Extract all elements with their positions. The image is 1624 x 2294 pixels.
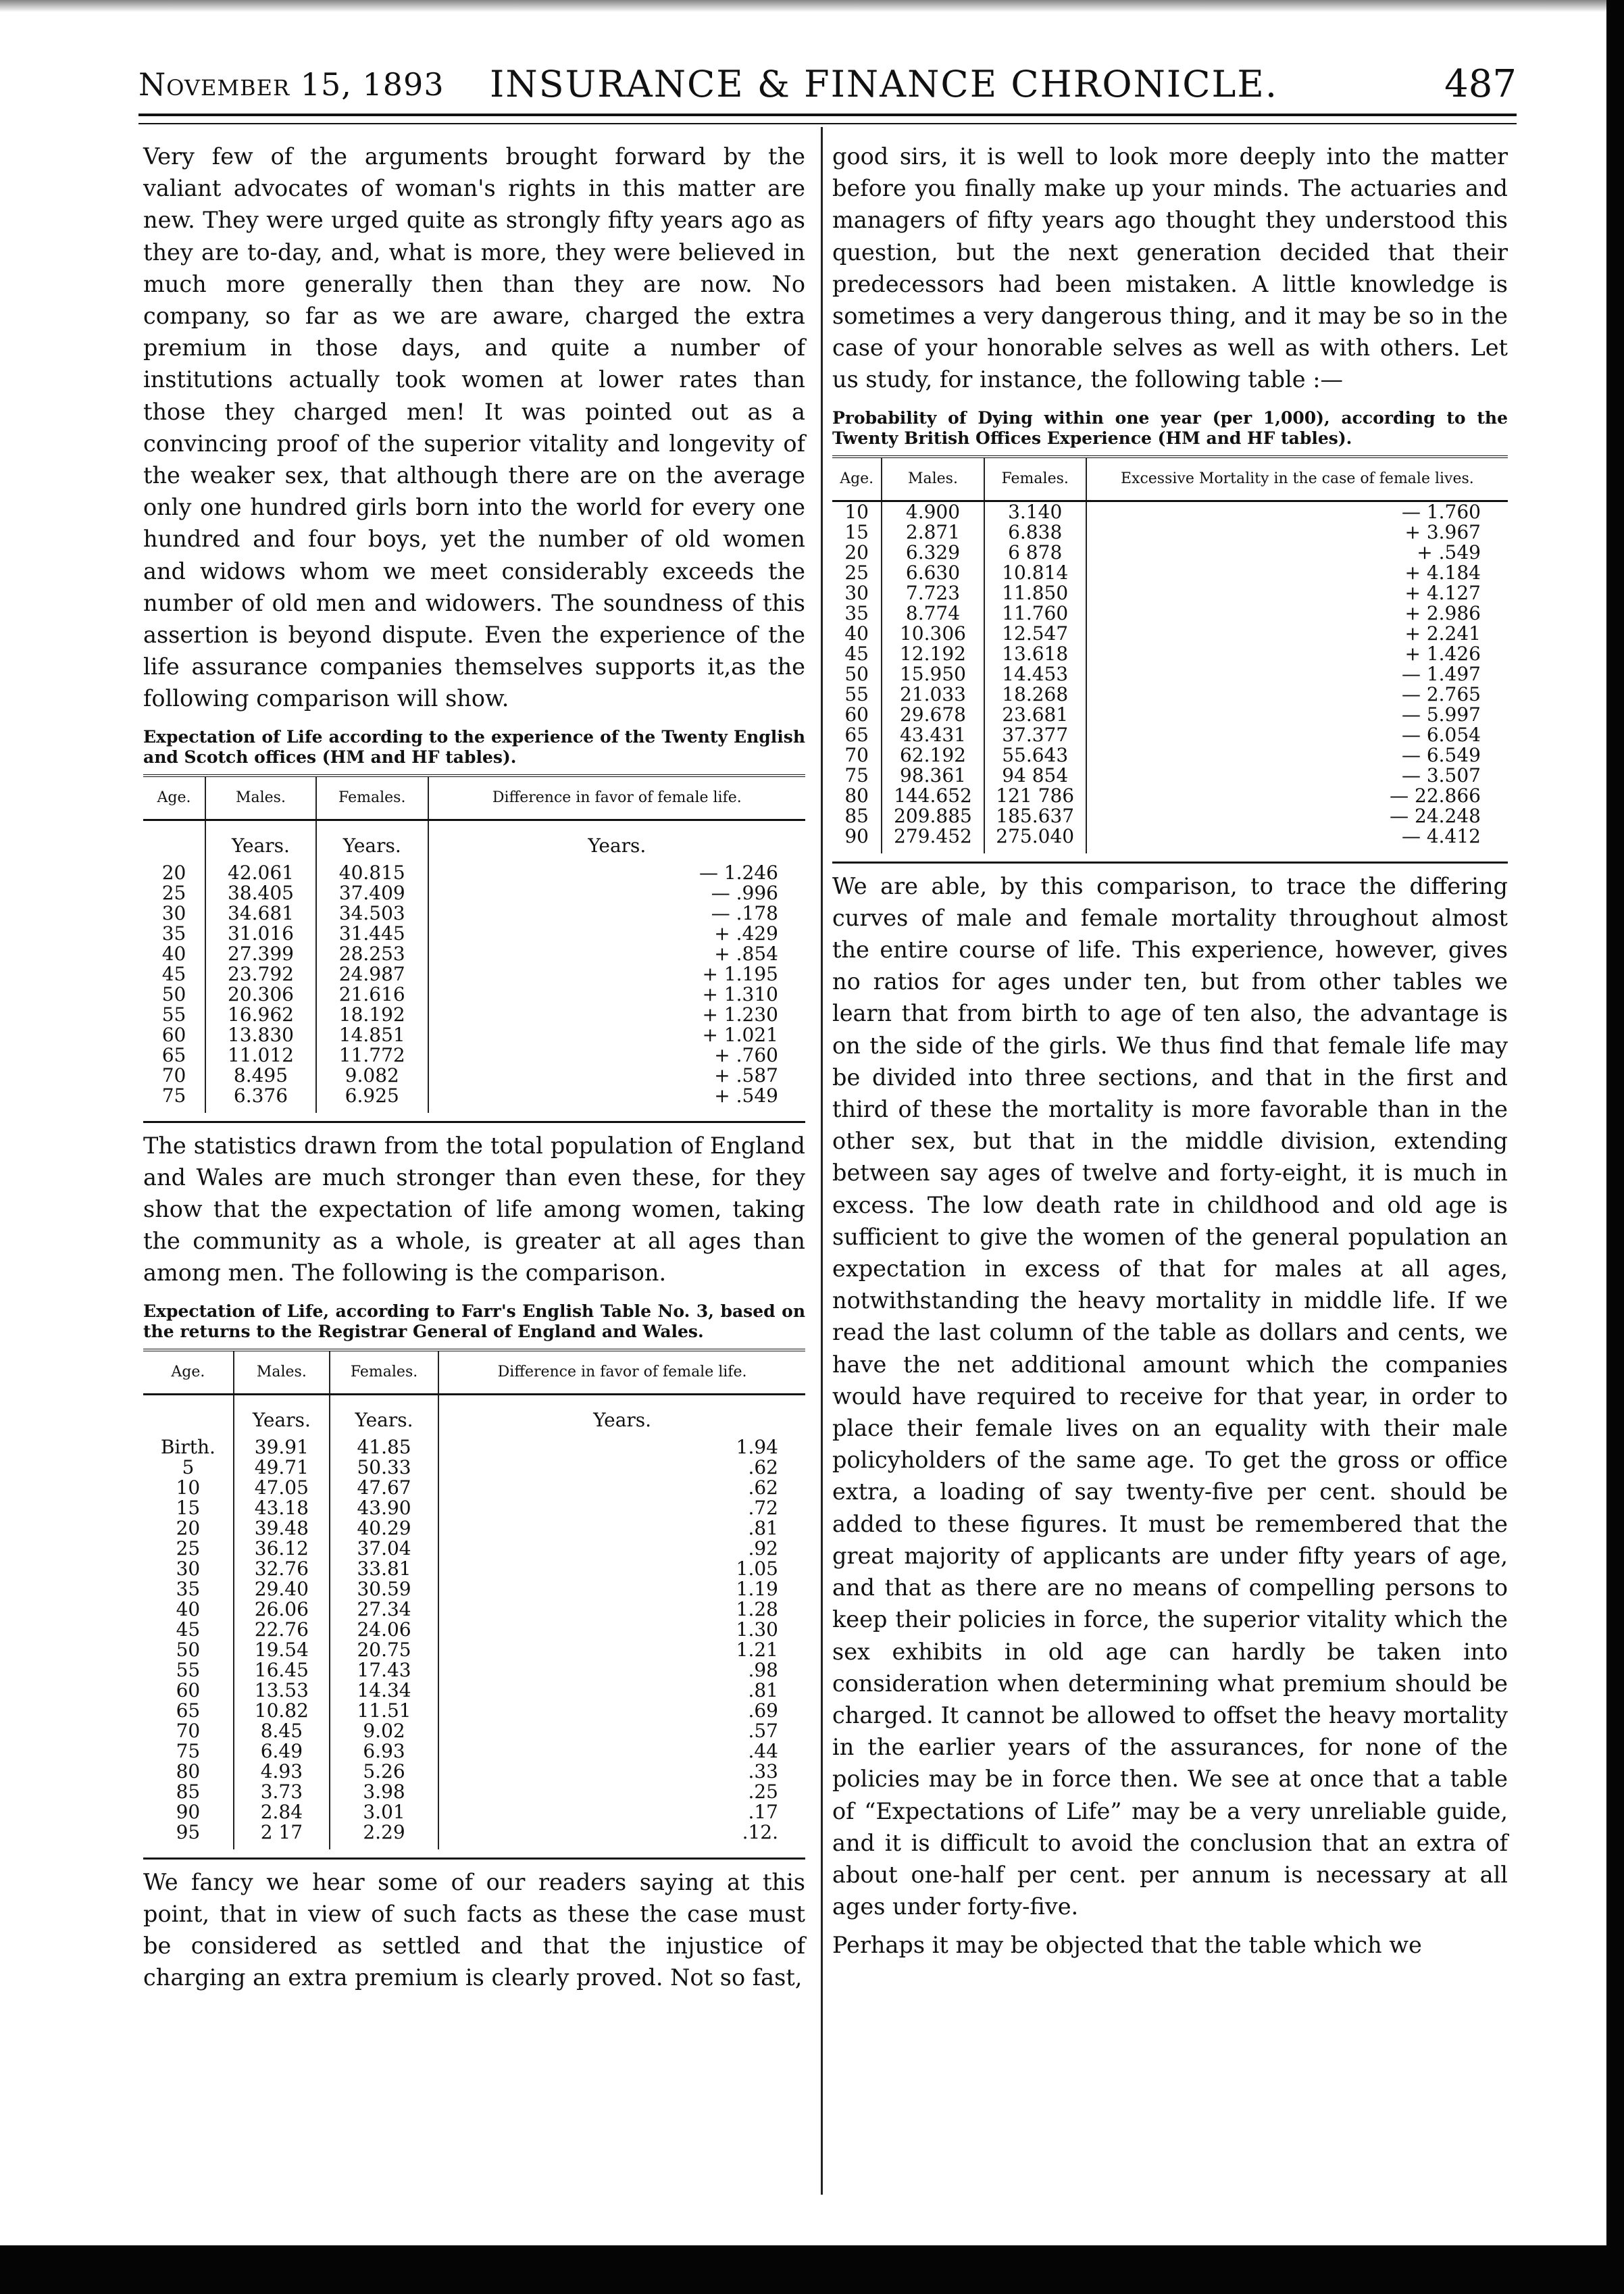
issue-date: November 15, 1893: [138, 66, 445, 103]
table-cell: + 4.184: [1086, 563, 1508, 583]
table-cell: 20: [176, 1516, 201, 1539]
table-cell: 18.192: [316, 1005, 428, 1025]
table-cell: .81: [438, 1680, 805, 1701]
table-cell: 36.12: [234, 1539, 330, 1559]
table-cell: 2 17: [234, 1822, 330, 1849]
table-cell: 21.033: [882, 684, 984, 705]
table-row: [143, 1579, 805, 1599]
table3-probability-of-dying: [832, 455, 1508, 853]
table-cell: 40.815: [316, 863, 428, 883]
table-row: [143, 1498, 805, 1518]
table-cell: 20: [161, 861, 186, 884]
table-cell: 85: [844, 804, 869, 827]
table-row: [143, 1005, 805, 1025]
scan-top-shadow: [0, 0, 1624, 12]
table-row: [143, 1802, 805, 1822]
table-cell: 2.871: [882, 522, 984, 543]
table-cell: 6.93: [330, 1741, 438, 1762]
table-cell: + 1.195: [428, 964, 805, 984]
table-cell: Birth.: [160, 1435, 215, 1458]
table-cell: 60: [176, 1678, 201, 1701]
table-cell: 21.616: [316, 984, 428, 1005]
table1-expectation-offices: [143, 774, 805, 1113]
table-cell: 28.253: [316, 944, 428, 964]
column-header: Males.: [205, 776, 316, 820]
table-cell: 14.851: [316, 1025, 428, 1045]
table-cell: 60: [161, 1023, 186, 1046]
column-divider: [821, 127, 823, 2195]
table-cell: 75: [844, 764, 869, 787]
table-cell: 4.900: [882, 501, 984, 522]
table-cell: 19.54: [234, 1640, 330, 1660]
table-cell: 40: [844, 622, 869, 645]
table-row: [143, 903, 805, 924]
table-cell: 16.45: [234, 1660, 330, 1680]
table-cell: 10: [844, 500, 869, 523]
table-cell: + 1.310: [428, 984, 805, 1005]
column-header: Females.: [316, 776, 428, 820]
table-cell: 55: [844, 682, 869, 705]
table-cell: — 3.507: [1086, 766, 1508, 786]
table-cell: — 5.997: [1086, 705, 1508, 725]
table-cell: 1.28: [438, 1599, 805, 1620]
table-cell: 80: [844, 784, 869, 807]
table-cell: 1.19: [438, 1579, 805, 1599]
table-cell: 30: [161, 901, 186, 924]
table-cell: 43.18: [234, 1498, 330, 1518]
table-cell: 9.082: [316, 1066, 428, 1086]
table-row: [832, 624, 1508, 644]
table-row: [832, 725, 1508, 745]
table-cell: 27.34: [330, 1599, 438, 1620]
table-cell: .25: [438, 1782, 805, 1802]
table-cell: 65: [844, 723, 869, 746]
scan-bottom-edge: [0, 2245, 1624, 2294]
table-cell: — 6.549: [1086, 745, 1508, 766]
table-cell: 94 854: [984, 766, 1086, 786]
table-cell: + .429: [428, 924, 805, 944]
table-cell: 55: [161, 1003, 186, 1026]
table-row: [143, 1066, 805, 1086]
table-cell: + .760: [428, 1045, 805, 1066]
left-paragraph-1: Very few of the arguments brought forward by the valiant advocates of woman's rights in this matter are new. They were urged quite as strongly fifty years ago as they are to-day, and, what is more, they were believed in much more generally then than they are now. No company, so far as we are aware, charged the extra premium in those days, and quite a number of institutions actually took women at lower rates than those they charged men! It was pointed out as a convincing proof of the superior vitality and longevity of the weaker sex, that although there are on the average only one hundred girls born into the world for every one hundred and four boys, yet the number of old women and widows whom we meet considerably exceeds the number of old men and widowers. The soundness of this assertion is beyond dispute. Even the experience of the life assurance companies themselves supports it,as the following comparison will show.: [143, 143, 805, 712]
table-cell: 6.376: [205, 1086, 316, 1113]
table-cell: 22.76: [234, 1620, 330, 1640]
table-cell: 11.760: [984, 603, 1086, 624]
unit-cell: Years.: [316, 820, 428, 863]
table-cell: 49.71: [234, 1457, 330, 1478]
table-cell: 11.772: [316, 1045, 428, 1066]
table-row: [143, 1721, 805, 1741]
table-cell: 275.040: [984, 826, 1086, 853]
table-cell: 2.29: [330, 1822, 438, 1849]
table-cell: 43.431: [882, 725, 984, 745]
table-cell: 24.987: [316, 964, 428, 984]
left-paragraph-2: The statistics drawn from the total population of England and Wales are much stronger than even these, for they show that the expectation of life among women, taking the community as a whole, is greater at all ages than among men. The following is the comparison.: [143, 1132, 805, 1287]
table-row: [143, 1701, 805, 1721]
table-cell: 23.681: [984, 705, 1086, 725]
table-cell: 40: [161, 942, 186, 965]
unit-cell: [143, 1394, 234, 1437]
table-cell: .98: [438, 1660, 805, 1680]
table-cell: 47.67: [330, 1478, 438, 1498]
table-cell: 70: [844, 743, 869, 766]
table-cell: 45: [161, 962, 186, 985]
table2-caption: Expectation of Life, according to Farr's English Table No. 3, based on the returns to the Registrar General of England and Wales.: [143, 1301, 805, 1341]
table-cell: 5.26: [330, 1762, 438, 1782]
column-header: Females.: [330, 1350, 438, 1395]
table3-end-rule: [832, 862, 1508, 864]
units-row: [143, 820, 805, 863]
table-cell: 3.73: [234, 1782, 330, 1802]
table-cell: .12.: [438, 1822, 805, 1849]
table-cell: 70: [176, 1719, 201, 1742]
table-cell: .69: [438, 1701, 805, 1721]
table-cell: 95: [176, 1820, 201, 1843]
column-header: Age.: [143, 776, 205, 820]
table-cell: .81: [438, 1518, 805, 1539]
unit-cell: Years.: [438, 1394, 805, 1437]
table-cell: 40.29: [330, 1518, 438, 1539]
column-header: Excessive Mortality in the case of female lives.: [1086, 457, 1508, 501]
left-column: [143, 141, 805, 1993]
table-cell: 35: [176, 1577, 201, 1600]
table-cell: 1.05: [438, 1559, 805, 1579]
table-cell: 6.49: [234, 1741, 330, 1762]
right-paragraph-1: good sirs, it is well to look more deeply into the matter before you finally make up your minds. The actuaries and managers of fifty years ago thought they understood this question, but the next generation decided that their predecessors had been mistaken. A little knowledge is sometimes a very dangerous thing, and it may be so in the case of your honorable selves as well as with others. Let us study, for instance, the following table :—: [832, 143, 1508, 393]
table-cell: 8.774: [882, 603, 984, 624]
table-cell: 34.681: [205, 903, 316, 924]
table-cell: 24.06: [330, 1620, 438, 1640]
table-cell: 13.53: [234, 1680, 330, 1701]
table-cell: 15: [176, 1496, 201, 1519]
table-row: [143, 1025, 805, 1045]
table-row: [143, 1559, 805, 1579]
table-cell: 47.05: [234, 1478, 330, 1498]
table-cell: 26.06: [234, 1599, 330, 1620]
table-cell: 30: [844, 581, 869, 604]
page-number: 487: [1444, 62, 1517, 106]
unit-cell: Years.: [234, 1394, 330, 1437]
table-cell: 5: [182, 1455, 195, 1478]
table-cell: 39.48: [234, 1518, 330, 1539]
table-row: [832, 664, 1508, 684]
table3-caption: Probability of Dying within one year (per 1,000), according to the Twenty British Offices Experience (HM and HF tables).: [832, 407, 1508, 448]
table-row: [143, 1045, 805, 1066]
table-cell: — 24.248: [1086, 806, 1508, 826]
table-cell: — .178: [428, 903, 805, 924]
table-cell: 15.950: [882, 664, 984, 684]
table-cell: 4.93: [234, 1762, 330, 1782]
table-cell: 16.962: [205, 1005, 316, 1025]
table2-farr-english-table: [143, 1349, 805, 1849]
table-cell: 6 878: [984, 543, 1086, 563]
table-row: [832, 603, 1508, 624]
table-cell: — 2.765: [1086, 684, 1508, 705]
table-cell: 3.140: [984, 501, 1086, 522]
table-cell: 9.02: [330, 1721, 438, 1741]
table-cell: .92: [438, 1539, 805, 1559]
table-cell: 50.33: [330, 1457, 438, 1478]
unit-cell: Years.: [428, 820, 805, 863]
table-cell: 75: [176, 1739, 201, 1762]
table-cell: 18.268: [984, 684, 1086, 705]
table-cell: 39.91: [234, 1437, 330, 1457]
table-row: [832, 644, 1508, 664]
unit-cell: [143, 820, 205, 863]
table-cell: 6.838: [984, 522, 1086, 543]
table-row: [832, 786, 1508, 806]
column-header: Age.: [143, 1350, 234, 1395]
table-cell: 14.453: [984, 664, 1086, 684]
table-cell: 65: [161, 1043, 186, 1066]
table-cell: 6.925: [316, 1086, 428, 1113]
table-cell: + 1.426: [1086, 644, 1508, 664]
table-row: [143, 1599, 805, 1620]
table-cell: 29.678: [882, 705, 984, 725]
table-cell: 15: [844, 520, 869, 543]
table-cell: + 1.230: [428, 1005, 805, 1025]
table-cell: 6.630: [882, 563, 984, 583]
table-row: [143, 1539, 805, 1559]
table-row: [143, 1457, 805, 1478]
table-cell: 35: [161, 922, 186, 945]
table-cell: — 1.760: [1086, 501, 1508, 522]
table-cell: 98.361: [882, 766, 984, 786]
table-cell: + 4.127: [1086, 583, 1508, 603]
column-header: Difference in favor of female life.: [428, 776, 805, 820]
table-cell: 62.192: [882, 745, 984, 766]
table-cell: 20: [844, 541, 869, 564]
table-cell: 41.85: [330, 1437, 438, 1457]
table-row: [832, 583, 1508, 603]
table-cell: 25: [844, 561, 869, 584]
table-row: [832, 684, 1508, 705]
table-cell: 65: [176, 1699, 201, 1722]
table-cell: 30.59: [330, 1579, 438, 1599]
table-cell: .33: [438, 1762, 805, 1782]
table-cell: 7.723: [882, 583, 984, 603]
table-row: [143, 1640, 805, 1660]
left-paragraph-3: We fancy we hear some of our readers saying at this point, that in view of such facts as these the case must be considered as settled and that the injustice of charging an extra premium is clearly proved. Not so fast,: [143, 1868, 805, 1991]
table-cell: 45: [176, 1618, 201, 1641]
table-row: [143, 984, 805, 1005]
table-cell: 11.012: [205, 1045, 316, 1066]
table-cell: 185.637: [984, 806, 1086, 826]
table-cell: 6.329: [882, 543, 984, 563]
table-cell: 11.51: [330, 1701, 438, 1721]
table-cell: 25: [161, 881, 186, 904]
table-cell: 3.98: [330, 1782, 438, 1802]
unit-cell: Years.: [330, 1394, 438, 1437]
publication-title: INSURANCE & FINANCE CHRONICLE.: [490, 63, 1278, 105]
table-cell: 10.814: [984, 563, 1086, 583]
header-rule: [138, 114, 1517, 124]
table-cell: 50: [161, 982, 186, 1005]
table-cell: — .996: [428, 883, 805, 903]
table-cell: 45: [844, 642, 869, 665]
table-cell: 20.75: [330, 1640, 438, 1660]
table-cell: 13.618: [984, 644, 1086, 664]
table-row: [143, 1680, 805, 1701]
table-cell: 25: [176, 1537, 201, 1560]
table-cell: 14.34: [330, 1680, 438, 1701]
table-cell: — 1.246: [428, 863, 805, 883]
table-cell: .57: [438, 1721, 805, 1741]
table-cell: 37.377: [984, 725, 1086, 745]
table1-end-rule: [143, 1121, 805, 1123]
table-cell: 37.04: [330, 1539, 438, 1559]
table-cell: 279.452: [882, 826, 984, 853]
table-cell: 1.21: [438, 1640, 805, 1660]
table-cell: + 1.021: [428, 1025, 805, 1045]
table-cell: 12.192: [882, 644, 984, 664]
table-cell: 30: [176, 1557, 201, 1580]
table-row: [832, 826, 1508, 853]
table-row: [143, 924, 805, 944]
table-row: [143, 1660, 805, 1680]
table-cell: 20.306: [205, 984, 316, 1005]
table-cell: 31.445: [316, 924, 428, 944]
table-cell: .62: [438, 1478, 805, 1498]
table-cell: 34.503: [316, 903, 428, 924]
right-paragraph-3: Perhaps it may be objected that the table which we: [832, 1932, 1422, 1959]
table-cell: 10: [176, 1476, 201, 1499]
table-row: [143, 1822, 805, 1849]
table-cell: 32.76: [234, 1559, 330, 1579]
table-row: [832, 543, 1508, 563]
units-row: [143, 1394, 805, 1437]
table2-end-rule: [143, 1857, 805, 1860]
table-cell: 90: [176, 1800, 201, 1823]
right-column: [832, 141, 1508, 1962]
table-cell: .17: [438, 1802, 805, 1822]
table-cell: 13.830: [205, 1025, 316, 1045]
table-row: [832, 563, 1508, 583]
table-cell: — 1.497: [1086, 664, 1508, 684]
table-cell: 90: [844, 824, 869, 847]
table-cell: 12.547: [984, 624, 1086, 644]
table-row: [832, 501, 1508, 522]
table-cell: .62: [438, 1457, 805, 1478]
table-cell: 38.405: [205, 883, 316, 903]
table-cell: 85: [176, 1780, 201, 1803]
table-cell: + .854: [428, 944, 805, 964]
table-cell: 10.306: [882, 624, 984, 644]
table-cell: 8.495: [205, 1066, 316, 1086]
table-cell: 50: [844, 662, 869, 685]
table-cell: + .549: [428, 1086, 805, 1113]
table-cell: 33.81: [330, 1559, 438, 1579]
table-cell: 75: [161, 1084, 186, 1107]
table-row: [143, 1437, 805, 1457]
table-row: [143, 1620, 805, 1640]
table-cell: + 2.241: [1086, 624, 1508, 644]
table-row: [143, 1782, 805, 1802]
table-cell: 1.30: [438, 1620, 805, 1640]
table-row: [143, 883, 805, 903]
right-paragraph-2: We are able, by this comparison, to trace the differing curves of male and female mortality throughout almost the entire course of life. This experience, however, gives no ratios for ages under ten, but from other tables we learn that from birth to age of ten also, the advantage is on the side of the girls. We thus find that female life may be divided into three sections, and that in the first and third of these the mortality is more favorable than in the other sex, but that in the middle division, extending between say ages of twelve and forty-eight, it is much in excess. The low death rate in childhood and old age is sufficient to give the women of the general population an expectation in excess of that for males at all ages, notwithstanding the heavy mortality in middle life. If we read the last column of the table as dollars and cents, we have the net additional amount which the companies would have required to receive for that year, in order to place their female lives on an equality with their male policyholders of the same age. To get the gross or office extra, a loading of say twenty-five per cent. should be added to these figures. It must be remembered that the great majority of applicants are under fifty years of age, and that as there are no means of compelling persons to keep their policies in force, the superior vitality which the sex exhibits in old age can hardly be taken into consideration when determining what premium should be charged. It cannot be allowed to offset the heavy mortality in the earlier years of the assurances, for none of the policies may be in force then. We see at once that a table of “Expectations of Life” may be a very unreliable guide, and it is difficult to avoid the conclusion that an extra of about one-half per cent. per annum is necessary at all ages under forty-five.: [832, 872, 1508, 1920]
table-row: [832, 766, 1508, 786]
table-cell: 23.792: [205, 964, 316, 984]
page-header: [138, 61, 1517, 111]
table-row: [143, 964, 805, 984]
table-row: [143, 1741, 805, 1762]
column-header: Males.: [882, 457, 984, 501]
table-cell: .72: [438, 1498, 805, 1518]
table-cell: .44: [438, 1741, 805, 1762]
table-cell: + .587: [428, 1066, 805, 1086]
unit-cell: Years.: [205, 820, 316, 863]
table-row: [143, 944, 805, 964]
table-cell: 121 786: [984, 786, 1086, 806]
table-cell: 2.84: [234, 1802, 330, 1822]
table-cell: 40: [176, 1597, 201, 1620]
table-row: [143, 863, 805, 883]
table-cell: 55: [176, 1658, 201, 1681]
table-cell: 80: [176, 1760, 201, 1782]
table-row: [143, 1478, 805, 1498]
table-cell: 27.399: [205, 944, 316, 964]
table-cell: 60: [844, 703, 869, 726]
table-cell: + .549: [1086, 543, 1508, 563]
table-row: [143, 1518, 805, 1539]
table-row: [143, 1086, 805, 1113]
table-row: [143, 1762, 805, 1782]
table-cell: — 6.054: [1086, 725, 1508, 745]
table-cell: 1.94: [438, 1437, 805, 1457]
table-row: [832, 705, 1508, 725]
table-cell: 3.01: [330, 1802, 438, 1822]
table-cell: 50: [176, 1638, 201, 1661]
table-cell: + 2.986: [1086, 603, 1508, 624]
table-cell: 10.82: [234, 1701, 330, 1721]
table-cell: 70: [161, 1064, 186, 1087]
table-row: [832, 745, 1508, 766]
table-cell: 209.885: [882, 806, 984, 826]
table-cell: 144.652: [882, 786, 984, 806]
table-row: [832, 522, 1508, 543]
table1-caption: Expectation of Life according to the experience of the Twenty English and Scotch offices (HM and HF tables).: [143, 726, 805, 767]
table-cell: 29.40: [234, 1579, 330, 1599]
table-cell: — 4.412: [1086, 826, 1508, 853]
column-header: Difference in favor of female life.: [438, 1350, 805, 1395]
table-cell: 17.43: [330, 1660, 438, 1680]
table-cell: 11.850: [984, 583, 1086, 603]
column-header: Males.: [234, 1350, 330, 1395]
table-cell: 35: [844, 601, 869, 624]
table-cell: — 22.866: [1086, 786, 1508, 806]
table-cell: 31.016: [205, 924, 316, 944]
table-cell: 37.409: [316, 883, 428, 903]
table-cell: 8.45: [234, 1721, 330, 1741]
table-cell: 42.061: [205, 863, 316, 883]
column-header: Age.: [832, 457, 882, 501]
table-cell: 55.643: [984, 745, 1086, 766]
table-cell: 43.90: [330, 1498, 438, 1518]
table-cell: + 3.967: [1086, 522, 1508, 543]
scan-right-edge: [1606, 0, 1624, 2294]
column-header: Females.: [984, 457, 1086, 501]
table-row: [832, 806, 1508, 826]
